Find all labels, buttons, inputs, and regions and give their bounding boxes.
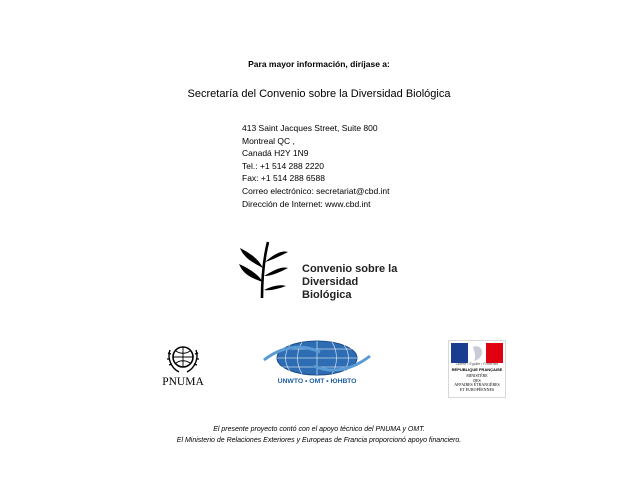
address-tel: Tel.: +1 514 288 2220: [242, 160, 324, 171]
un-emblem-icon: [165, 342, 201, 376]
france-ministry-line: AFFAIRES ÉTRANGÈRES: [454, 382, 500, 388]
address-country: Canadá H2Y 1N9: [242, 148, 309, 159]
address-block: [242, 122, 390, 210]
france-ministry-line: DES: [473, 377, 481, 383]
cbd-logo-line1: Convenio sobre la: [302, 263, 398, 275]
cbd-leaf-icon: [238, 238, 290, 300]
pnuma-label: PNUMA: [162, 376, 204, 388]
address-fax: Fax: +1 514 288 6588: [242, 173, 325, 184]
france-republic: RÉPUBLIQUE FRANÇAISE: [451, 367, 503, 372]
secretariat-name: Secretaría del Convenio sobre la Diversidad Biológica: [187, 88, 451, 100]
unwto-logo: [262, 340, 372, 392]
info-heading: Para mayor información, diríjase a:: [248, 59, 390, 69]
marianne-flag-icon: [451, 343, 503, 363]
unwto-label: UNWTO • OMT • ЮНВТО: [277, 378, 357, 385]
france-ministry-line: ET EUROPÉENNES: [459, 386, 495, 392]
cbd-logo: [238, 238, 408, 300]
france-ministry: [451, 374, 503, 392]
footer-technical-support: El presente proyecto contó con el apoyo técnico del PNUMA y OMT.: [213, 426, 425, 433]
pnuma-logo: [155, 342, 215, 394]
address-street: 413 Saint Jacques Street, Suite 800: [242, 123, 378, 133]
france-ministry-logo: [448, 340, 506, 398]
globe-icon: [262, 340, 372, 378]
cbd-logo-line2: Diversidad Biológica: [302, 276, 359, 301]
footer-financial-support: El Ministerio de Relaciones Exteriores y Europeas de Francia proporcionó apoyo financiero.: [176, 437, 462, 444]
address-email: Correo electrónico: secretariat@cbd.int: [242, 185, 390, 196]
address-web: Dirección de Internet: www.cbd.int: [242, 198, 371, 209]
address-city: Montreal QC ,: [242, 135, 295, 146]
france-motto: Liberté • Égalité • Fraternité: [455, 362, 499, 366]
france-ministry-line: MINISTÈRE: [466, 373, 488, 378]
